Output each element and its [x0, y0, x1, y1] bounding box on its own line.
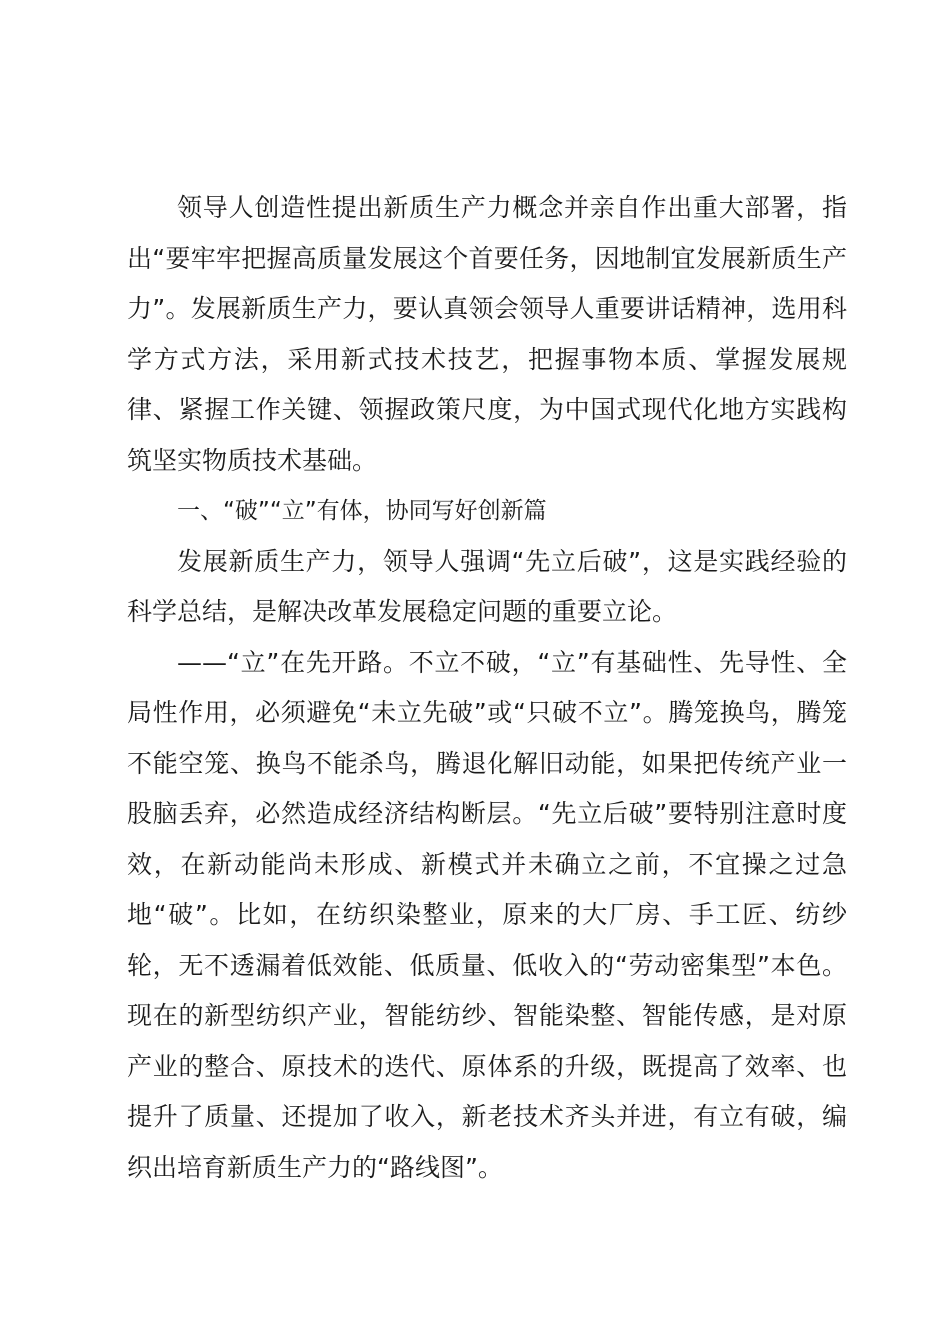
section-paragraph-2: ——“立”在先开路。不立不破，“立”有基础性、先导性、全局性作用，必须避免“未立先破”或“只破不立”。腾笼换鸟，腾笼不能空笼、换鸟不能杀鸟，腾退化解旧动能，如果把传统产业一股脑丢弃，必然造成经济结构断层。“先立后破”要特别注意时度效，在新动能尚未形成、新模式并未确立之前，不宜操之过急地“破”。比如，在纺织染整业，原来的大厂房、手工匠、纺纱轮，无不透漏着低效能、低质量、低收入的“劳动密集型”本色。现在的新型纺织产业，智能纺纱、智能染整、智能传感，是对原产业的整合、原技术的迭代、原体系的升级，既提高了效率、也提升了质量、还提加了收入，新老技术齐头并进，有立有破，编织出培育新质生产力的“路线图”。: [127, 647, 847, 1182]
intro-paragraph: 领导人创造性提出新质生产力概念并亲自作出重大部署，指出“要牢牢把握高质量发展这个首要任务，因地制宜发展新质生产力”。发展新质生产力，要认真领会领导人重要讲话精神，选用科学方式方法，采用新式技术技艺，把握事物本质、掌握发展规律、紧握工作关键、领握政策尺度，为中国式现代化地方实践构筑坚实物质技术基础。: [127, 193, 847, 475]
section-heading: 一、“破”“立”有体，协同写好创新篇: [177, 498, 547, 524]
document-body: [127, 183, 847, 1193]
section-paragraph-1: 发展新质生产力，领导人强调“先立后破”，这是实践经验的科学总结，是解决改革发展稳定问题的重要立论。: [127, 546, 847, 626]
